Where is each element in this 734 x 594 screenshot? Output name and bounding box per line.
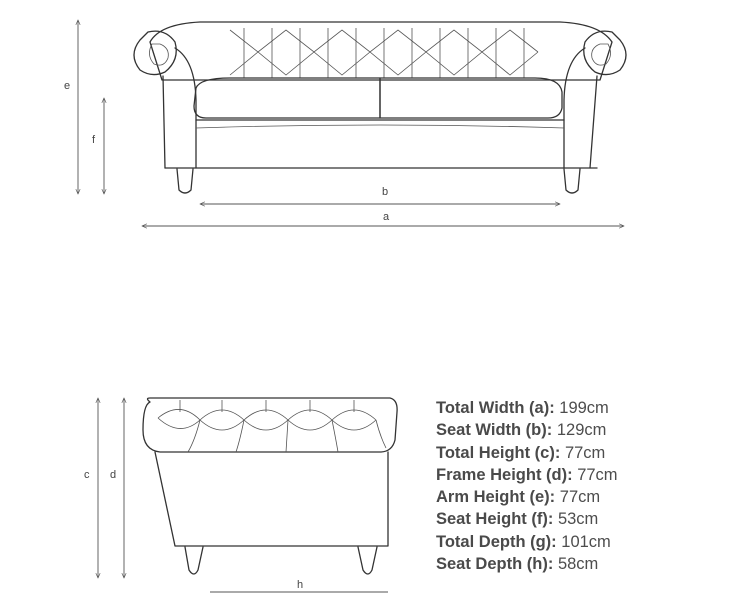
sofa-side-view [143,398,397,574]
label-d: d [110,469,117,481]
front-right-cushion [380,78,562,118]
front-right-arm [584,31,626,74]
spec-label: Arm Height (e): [436,488,556,507]
spec-frame-height [436,464,618,486]
spec-arm-height [436,486,618,508]
spec-label: Total Depth (g): [436,532,557,551]
front-backrest [150,22,612,80]
side-tufting [158,400,386,452]
spec-label: Seat Depth (h): [436,555,554,574]
spec-label: Seat Height (f): [436,510,554,529]
label-c: c [84,469,90,481]
spec-total-depth [436,531,618,553]
side-back-leg [358,547,377,574]
spec-value: 199cm [559,399,609,417]
spec-label: Total Width (a): [436,399,555,417]
front-left-cushion [194,78,380,118]
spec-value: 53cm [557,510,599,529]
spec-value: 77cm [564,443,606,462]
spec-seat-depth [436,553,618,575]
spec-label: Total Height (c): [436,443,561,462]
spec-value: 77cm [577,465,618,484]
spec-value: 129cm [556,421,607,440]
front-right-leg [564,169,580,193]
dimension-spec-list [436,397,618,575]
spec-value: 58cm [557,555,599,574]
side-body [155,452,388,546]
sofa-front-view [134,22,626,193]
spec-seat-height [436,508,618,530]
label-e: e [64,80,71,92]
spec-label: Seat Width (b): [436,421,553,440]
spec-total-width [436,397,618,419]
spec-total-height [436,442,618,464]
label-h: h [297,579,304,591]
spec-value: 77cm [559,488,601,507]
spec-value: 101cm [561,532,611,551]
spec-label: Frame Height (d): [436,465,573,484]
front-tufting [230,28,538,78]
label-b: b [382,186,389,198]
front-left-arm [134,31,176,74]
front-dimensions [64,20,624,226]
front-left-leg [177,169,193,193]
side-top-roll [143,398,397,452]
side-front-leg [185,547,203,574]
spec-seat-width [436,419,618,441]
label-f: f [92,134,96,146]
label-a: a [383,211,390,223]
